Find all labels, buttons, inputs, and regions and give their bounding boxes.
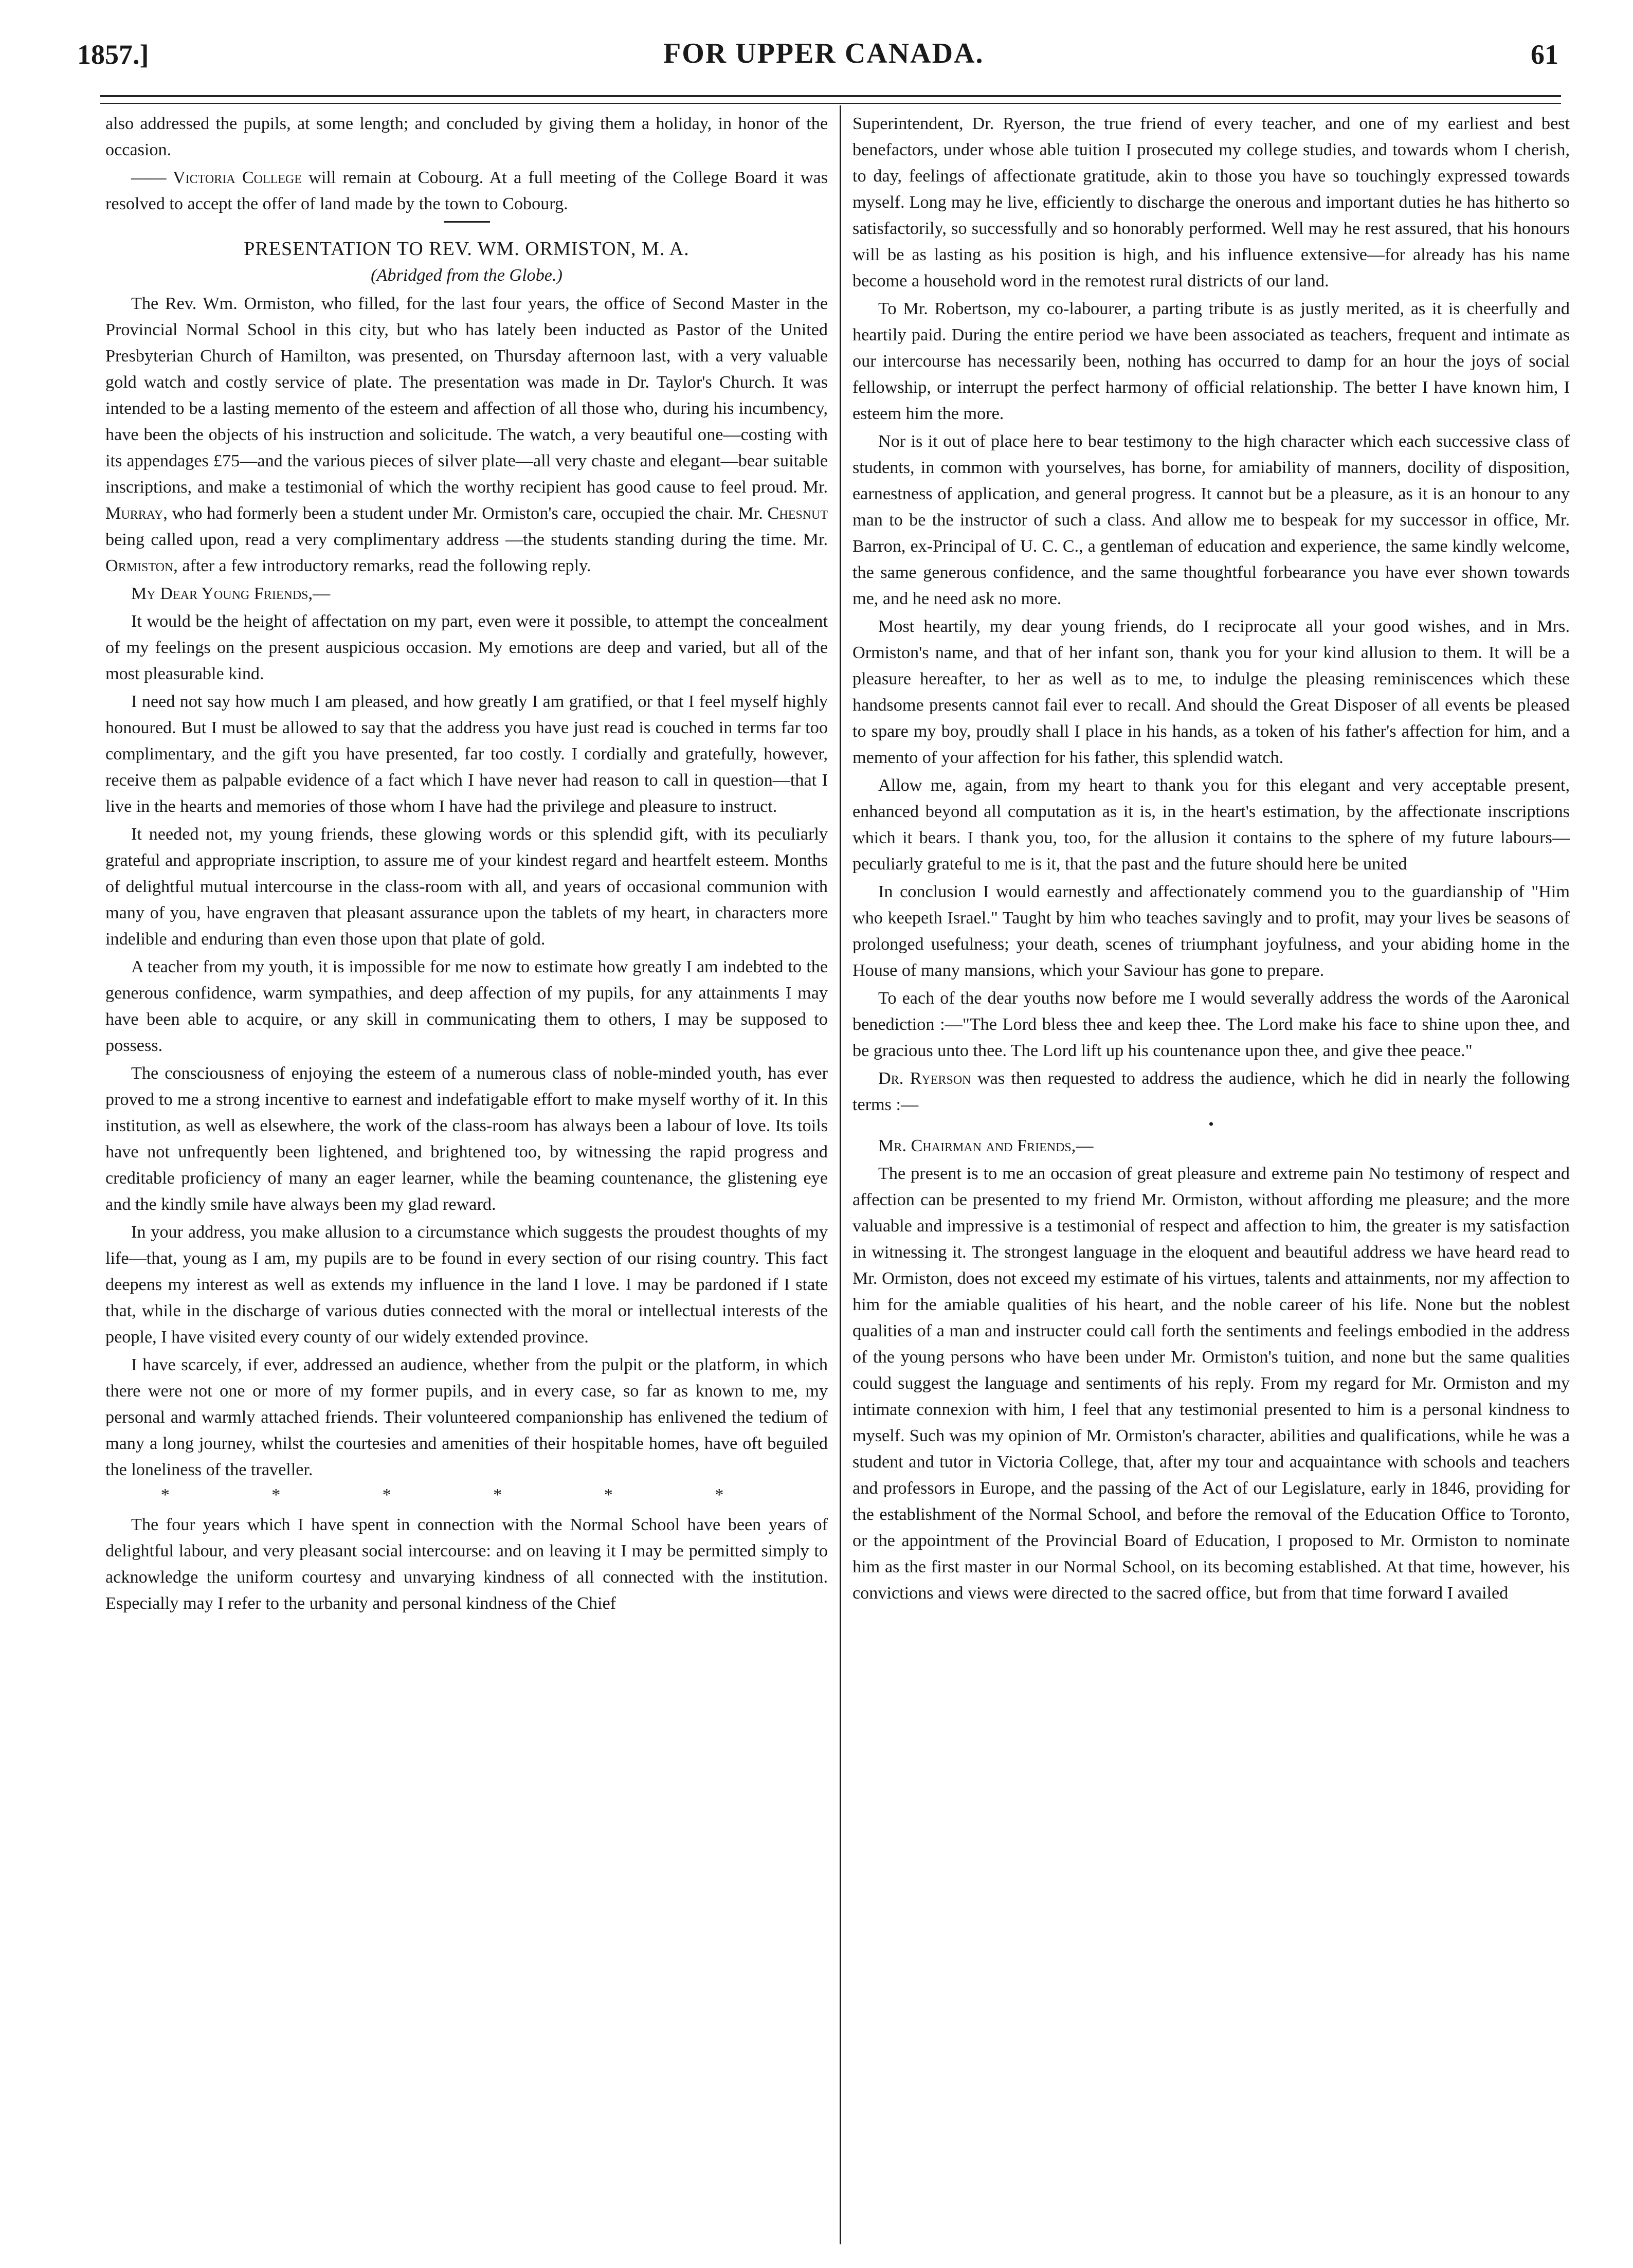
paragraph: The four years which I have spent in connection with the Normal School have been years of delightful labour, and very pleasant social intercourse: and on leaving it I may be permitted simply to acknowledge the uniform courtesy and unvarying kindness of all connected with the institution. Especially may I refer to the urbanity and personal kindness of the Chief <box>105 1515 828 1613</box>
page-date: 1857.] <box>77 39 149 70</box>
paragraph: The Rev. Wm. Ormiston, who filled, for the last four years, the office of Second Master in the Provincial Normal School in this city, but who has lately been inducted as Pastor of the United Presbyterian Church of Hamilton, was presented, on Thursday afternoon last, with a very valuable gold watch and costly service of plate. The presentation was made in Dr. Taylor's Church. It was intended to be a lasting memento of the esteem and affection of all those who, during his incumbency, have been the objects of his instruction and solicitude. The watch, a very beautiful one—costing with its appendages £75—and the various pieces of silver plate—all very chaste and elegant—bear suitable inscriptions, and make a testimonial of which the worthy recipient has good cause to feel proud. Mr. Murray, who had formerly been a student under Mr. Ormiston's care, occupied the chair. Mr. Chesnut being called upon, read a very complimentary address —the students standing during the time. Mr. Ormiston, after a few introductory remarks, read the following reply. <box>105 294 828 575</box>
paragraph: The consciousness of enjoying the esteem of a numerous class of noble-minded youth, has ever proved to me a strong incentive to earnest and indefatigable effort to make myself worthy of it. In this institution, as well as elsewhere, the work of the class-room has always been a labour of love. Its toils have not unfrequently been lightened, and brightened too, by witnessing the rapid progress and creditable proficiency of many an eager learner, while the beaming countenance, the glistening eye and the kindly smile have always been my glad reward. <box>105 1064 828 1214</box>
paragraph: Dr. Ryerson was then requested to address the audience, which he did in nearly the following terms :— <box>852 1069 1570 1114</box>
name-ryerson: Dr. Ryerson <box>878 1069 971 1088</box>
section-divider <box>444 221 490 223</box>
paragraph: Allow me, again, from my heart to thank you for this elegant and very acceptable present, enhanced beyond all computation as it is, in the heart's estimation, by the affectionate inscriptions which it bears. I thank you, too, for the allusion it contains to the sphere of my future labours—peculiarly grateful to me is it, that the past and the future should here be united <box>852 776 1570 874</box>
paragraph: The present is to me an occasion of great pleasure and extreme pain No testimony of respect and affection can be presented to my friend Mr. Ormiston, without affording me pleasure; and the more valuable and impressive is a testimonial of respect and affection to him, the greater is my satisfaction in witnessing it. The strongest language in the eloquent and beautiful address we have heard read to Mr. Ormiston, does not exceed my estimate of his virtues, talents and attainments, nor my affection to him for the amiable qualities of his heart, and the noble career of his life. None but the noblest qualities of a man and instructer could call forth the sentiments and feelings embodied in the address of the young persons who have been under Mr. Ormiston's tuition, and none but the same qualities could suggest the language and sentiments of his reply. From my regard for Mr. Ormiston and my intimate connexion with him, I feel that any testimonial presented to him is a personal kindness to myself. Such was my opinion of Mr. Ormiston's character, abilities and qualifications, while he was a student and tutor in Victoria College, that, after my tour and acquaintance with schools and teachers and professors in Europe, and the passing of the Act of our Legislature, early in 1846, providing for the establishment of the Normal School, and before the removal of the Education Office to Toronto, or the appointment of the Provincial Board of Education, I proposed to Mr. Ormiston to nominate him as the first master in our Normal School, on its becoming established. At that time, however, his convictions and views were directed to the sacred office, but from that time forward I availed <box>852 1164 1570 1603</box>
paragraph: In your address, you make allusion to a circumstance which suggests the proudest thoughts of my life—that, young as I am, my pupils are to be found in every section of our rising country. This fact deepens my interest as well as extends my influence in the land I love. I may be pardoned if I state that, while in the discharge of various duties connected with the moral or intellectual interests of the people, I have visited every county of our widely extended province. <box>105 1223 828 1347</box>
paragraph: A teacher from my youth, it is impossible for me now to estimate how greatly I am indebted to the generous confidence, warm sympathies, and deep affection of my pupils, for any attainments I may have been able to acquire, or any skill in communicating them to others, I may be supposed to possess. <box>105 957 828 1055</box>
salutation: Mr. Chairman and Friends,— <box>878 1136 1094 1155</box>
paragraph: Superintendent, Dr. Ryerson, the true friend of every teacher, and one of my earliest and best benefactors, under whose able tuition I prosecuted my college studies, and towards whom I cherish, to day, feelings of affectionate gratitude, akin to those you have so touchingly expressed towards myself. Long may he live, efficiently to discharge the onerous and important duties he has hitherto so satisfactorily, so successfully and so honorably performed. Well may he rest assured, that his honours will be as lasting as his position is high, and his influence extensive—for already has his name become a household word in the remotest rural districts of our land. <box>852 114 1570 291</box>
college-name: —— Victoria College <box>131 168 302 187</box>
paragraph: To Mr. Robertson, my co-labourer, a parting tribute is as justly merited, as it is cheerfully and heartily paid. During the entire period we have been associated as teachers, frequent and intimate as our intercourse has necessarily been, nothing has occurred to damp for an hour the joys of social fellowship, or interrupt the perfect harmony of official relationship. The better I have known him, I esteem him the more. <box>852 299 1570 423</box>
paragraph: In conclusion I would earnestly and affectionately commend you to the guardianship of "Him who keepeth Israel." Taught by him who teaches savingly and to profit, may your lives be seasons of prolonged usefulness; your death, scenes of triumphant joyfulness, and your abiding home in the House of many mansions, which your Saviour has gone to prepare. <box>852 882 1570 980</box>
paragraph: I need not say how much I am pleased, and how greatly I am gratified, or that I feel myself highly honoured. But I must be allowed to say that the address you have just read is couched in terms far too complimentary, and the gift you have presented, far too costly. I cordially and gratefully, however, receive them as palpable evidence of a fact which I have never had reason to call in question—that I live in the hearts and memories of those whom I have had the privilege and pleasure to instruct. <box>105 692 828 816</box>
page-number: 61 <box>1531 39 1558 70</box>
asterism: * * * * * * <box>160 1485 773 1504</box>
paragraph: To each of the dear youths now before me I would severally address the words of the Aaronical benediction :—"The Lord bless thee and keep thee. The Lord make his face to shine upon thee, and be gracious unto thee. The Lord lift up his countenance upon thee, and give thee peace." <box>852 989 1570 1060</box>
paragraph: It would be the height of affectation on my part, even were it possible, to attempt the concealment of my feelings on the present auspicious occasion. My emotions are deep and varied, but all of the most pleasurable kind. <box>105 612 828 683</box>
salutation: My Dear Young Friends,— <box>131 584 331 603</box>
paragraph: —— Victoria College will remain at Cobourg. At a full meeting of the College Board it was resolved to accept the offer of land made by the town to Cobourg. <box>105 168 828 213</box>
paragraph: Most heartily, my dear young friends, do I reciprocate all your good wishes, and in Mrs. Ormiston's name, and that of her infant son, thank you for your kind allusion to them. It will be a pleasure hereafter, to her as well as to me, to indulge the pleasing reminiscences which these handsome presents cannot fail ever to recall. And should the Great Disposer of all events be pleased to spare my boy, proudly shall I place in his hands, as a token of his father's affection for him, and a memento of your affection for his father, this splendid watch. <box>852 617 1570 767</box>
paragraph: also addressed the pupils, at some length; and concluded by giving them a holiday, in honor of the occasion. <box>105 114 828 159</box>
column-divider <box>840 105 841 2244</box>
paragraph: Nor is it out of place here to bear testimony to the high character which each successive class of students, in common with yourselves, has borne, for amiability of manners, docility of disposition, earnestness of application, and general progress. It cannot but be a pleasure, as it is an honour to any man to be the instructor of such a class. And allow me to bespeak for my successor in office, Mr. Barron, ex-Principal of U. C. C., a gentleman of education and experience, the same kindly welcome, the same generous confidence, and the same thoughtful forbearance you have ever shown towards me, and he need ask no more. <box>852 432 1570 608</box>
header-rule <box>100 95 1561 97</box>
header-rule-thin <box>100 103 1561 104</box>
name-murray: Murray, <box>105 504 168 523</box>
right-column <box>852 111 1570 1608</box>
bullet-mark: • <box>1208 1116 1214 1133</box>
name-ormiston: Ormiston, <box>105 556 178 575</box>
article-subheading: (Abridged from the Globe.) <box>371 266 563 285</box>
left-column <box>105 111 828 1618</box>
paragraph: It needed not, my young friends, these glowing words or this splendid gift, with its peculiarly grateful and appropriate inscription, to assure me of your kindest regard and heartfelt esteem. Months of delightful mutual intercourse in the class-room with all, and years of occasional communion with many of you, have engraven that pleasant assurance upon the tablets of my heart, in characters more indelible and enduring than even those upon that plate of gold. <box>105 825 828 949</box>
name-chesnut: Chesnut <box>767 504 828 523</box>
paragraph: I have scarcely, if ever, addressed an audience, whether from the pulpit or the platform, in which there were not one or more of my former pupils, and in every case, so far as known to me, my personal and warmly attached friends. Their volunteered companionship has enlivened the tedium of many a long journey, whilst the courtesies and amenities of their hospitable homes, have oft beguiled the loneliness of the traveller. <box>105 1355 828 1479</box>
page-running-title: FOR UPPER CANADA. <box>663 38 984 69</box>
article-heading: PRESENTATION TO REV. WM. ORMISTON, M. A. <box>244 238 690 260</box>
